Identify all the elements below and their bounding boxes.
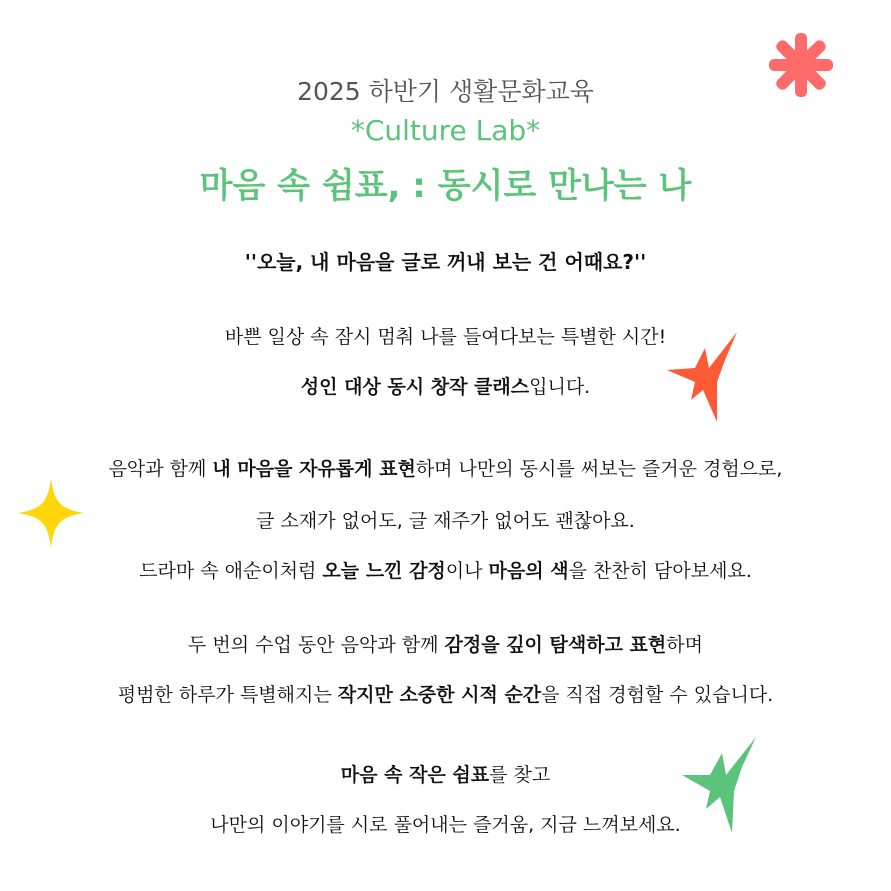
para2-line-2	[0, 680, 891, 707]
para1-line-2: 글 소재가 없어도, 글 재주가 없어도 괜찮아요.	[256, 510, 635, 532]
para1-l1-c: 하며 나만의 동시를 써보는 즐거운 경험으로,	[415, 458, 783, 480]
para2-l2-c: 을 직접 경험할 수 있습니다.	[541, 684, 774, 706]
para1-line-1	[0, 454, 891, 481]
closing-emphasis: 마음 속 작은 쉼표	[340, 764, 490, 786]
para1-l3-e: 을 찬찬히 담아보세요.	[568, 560, 752, 582]
closing-line-1	[0, 760, 891, 787]
intro-line-2	[0, 372, 891, 399]
para1-l3-b: 오늘 느낀 감정	[322, 560, 446, 582]
quote: ''오늘, 내 마음을 글로 꺼내 보는 건 어때요?''	[244, 250, 647, 274]
para1-line-3	[0, 556, 891, 583]
para2-l2-a: 평범한 하루가 특별해지는	[117, 684, 338, 706]
closing-line-2: 나만의 이야기를 시로 풀어내는 즐거움, 지금 느껴보세요.	[210, 814, 681, 836]
closing-l1-rest: 를 찾고	[489, 764, 551, 786]
para1-l1-b: 내 마음을 자유롭게 표현	[212, 458, 416, 480]
para1-l3-a: 드라마 속 애순이처럼	[139, 560, 323, 582]
para2-l1-b: 감정을 깊이 탐색하고 표현	[444, 634, 667, 656]
para1-l3-c: 이나	[445, 560, 489, 582]
main-title: 마음 속 쉼표, : 동시로 만나는 나	[199, 166, 692, 206]
para2-l2-b: 작지만 소중한 시적 순간	[337, 684, 542, 706]
intro-line-1: 바쁜 일상 속 잠시 멈춰 나를 들여다보는 특별한 시간!	[224, 326, 667, 348]
para2-l1-c: 하며	[666, 634, 703, 656]
para2-line-1	[0, 630, 891, 657]
intro-emphasis: 성인 대상 동시 창작 클래스	[300, 376, 530, 398]
intro-suffix: 입니다.	[529, 376, 591, 398]
brand-title: *Culture Lab*	[350, 114, 541, 147]
para2-l1-a: 두 번의 수업 동안 음악과 함께	[188, 634, 445, 656]
para1-l1-a: 음악과 함께	[108, 458, 213, 480]
subtitle: 2025 하반기 생활문화교육	[297, 77, 594, 106]
para1-l3-d: 마음의 색	[488, 560, 569, 582]
